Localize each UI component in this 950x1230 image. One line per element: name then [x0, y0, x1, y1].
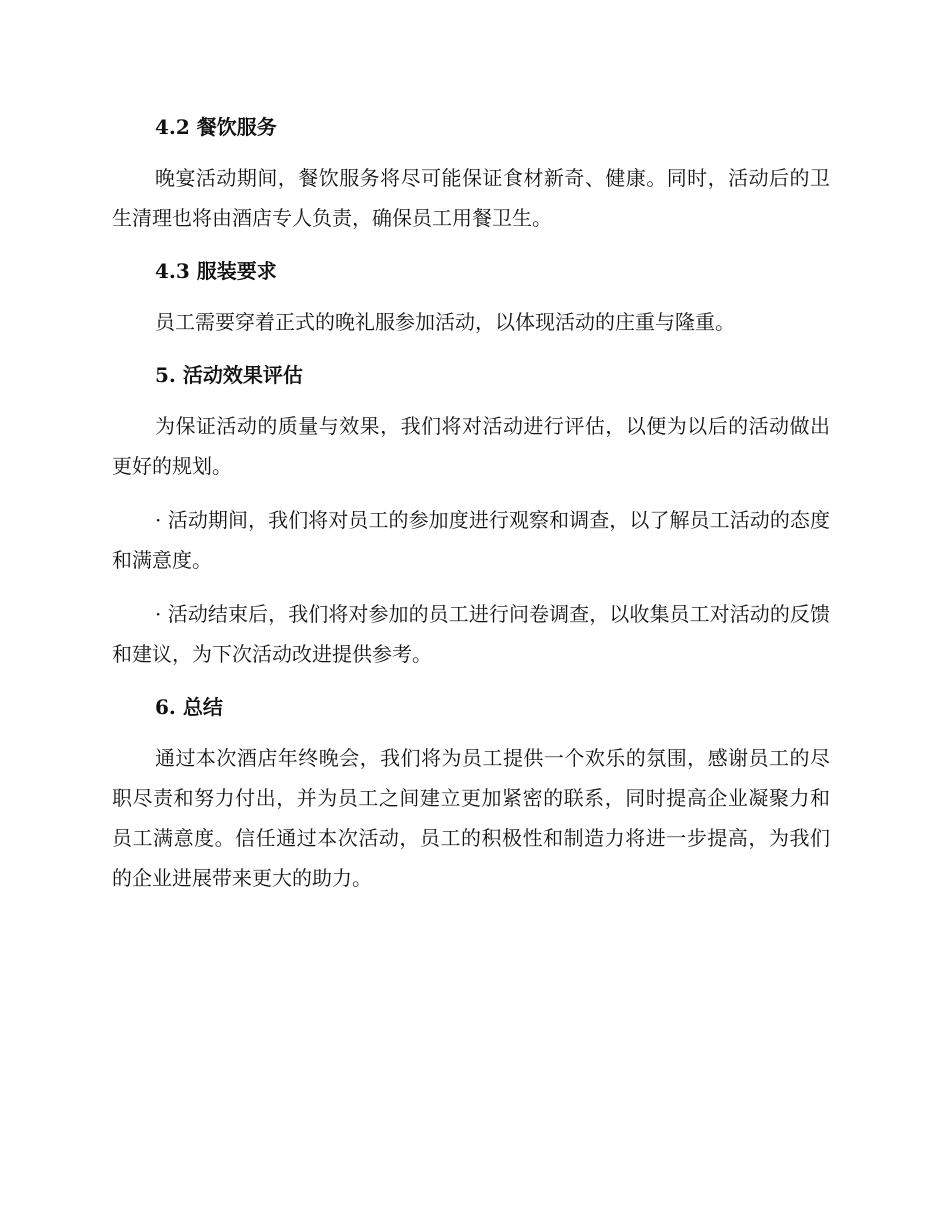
document-page — [112, 108, 830, 912]
section-heading-4-3: 4.3 服装要求 — [155, 259, 277, 283]
bullet-item: · 活动结束后，我们将对参加的员工进行问卷调查，以收集员工对活动的反馈和建议，为下次活动改进提供参考。 — [112, 602, 830, 666]
section-paragraph-4-3: 员工需要穿着正式的晚礼服参加活动，以体现活动的庄重与隆重。 — [155, 310, 735, 334]
section-heading-6: 6. 总结 — [155, 695, 223, 719]
section-paragraph-5: 为保证活动的质量与效果，我们将对活动进行评估，以便为以后的活动做出更好的规划。 — [112, 414, 830, 478]
section-heading-5: 5. 活动效果评估 — [155, 363, 303, 387]
section-heading-4-2: 4.2 餐饮服务 — [155, 115, 277, 139]
bullet-item: · 活动期间，我们将对员工的参加度进行观察和调查，以了解员工活动的态度和满意度。 — [112, 508, 830, 572]
section-paragraph-4-2: 晚宴活动期间，餐饮服务将尽可能保证食材新奇、健康。同时，活动后的卫生清理也将由酒店专人负责，确保员工用餐卫生。 — [112, 166, 830, 230]
section-paragraph-6: 通过本次酒店年终晚会，我们将为员工提供一个欢乐的氛围，感谢员工的尽职尽责和努力付出，并为员工之间建立更加紧密的联系，同时提高企业凝聚力和员工满意度。信任通过本次活动，员工的积极性和制造力将进一步提高，为我们的企业进展带来更大的助力。 — [112, 746, 830, 890]
